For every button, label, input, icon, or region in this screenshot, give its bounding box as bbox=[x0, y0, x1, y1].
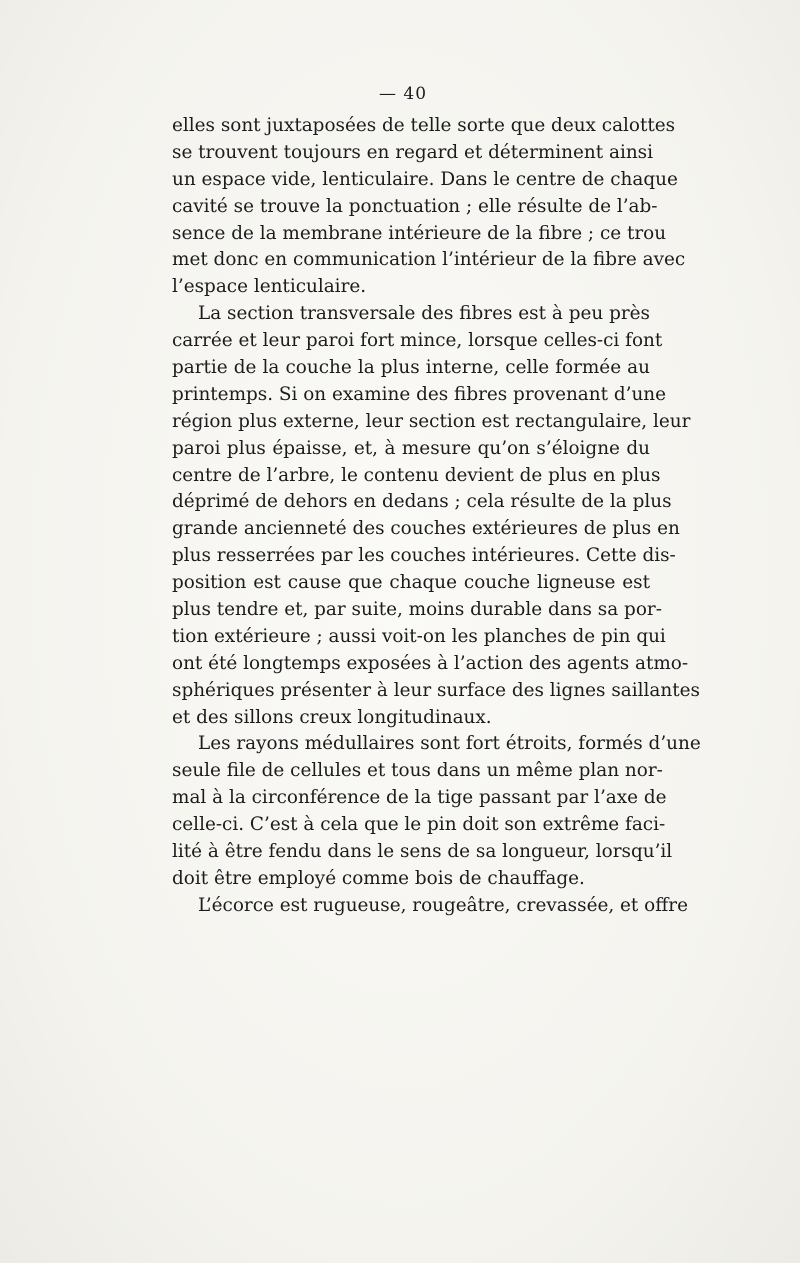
text-line: doit être employé comme bois de chauffage. bbox=[172, 867, 585, 889]
text-line: l’espace lenticulaire. bbox=[172, 276, 367, 298]
page-number: — 40 bbox=[379, 84, 428, 104]
text-line: met donc en communication l’intérieur de la fibre avec bbox=[172, 249, 686, 271]
text-line: Les rayons médullaires sont fort étroits, formés d’une bbox=[198, 733, 701, 755]
text-line: grande ancienneté des couches extérieures de plus en bbox=[172, 518, 680, 540]
text-line: un espace vide, lenticulaire. Dans le centre de chaque bbox=[172, 168, 678, 190]
text-line: déprimé de dehors en dedans ; cela résulte de la plus bbox=[172, 491, 672, 513]
text-line: cavité se trouve la ponctuation ; elle résulte de l’ab- bbox=[172, 195, 658, 217]
text-line: partie de la couche la plus interne, celle formée au bbox=[172, 357, 650, 379]
text-line: carrée et leur paroi fort mince, lorsque celles-ci font bbox=[172, 330, 663, 352]
text-line: position est cause que chaque couche ligneuse est bbox=[172, 572, 650, 594]
text-line: et des sillons creux longitudinaux. bbox=[172, 706, 492, 728]
text-line: seule file de cellules et tous dans un même plan nor- bbox=[172, 760, 663, 782]
text-line: lité à être fendu dans le sens de sa longueur, lorsqu’il bbox=[172, 841, 673, 863]
text-line: celle-ci. C’est à cela que le pin doit son extrême faci- bbox=[172, 814, 666, 836]
text-line: La section transversale des fibres est à peu près bbox=[198, 303, 650, 325]
text-line: plus resserrées par les couches intérieures. Cette dis- bbox=[172, 545, 676, 567]
text-line: plus tendre et, par suite, moins durable dans sa por- bbox=[172, 599, 662, 621]
text-line: elles sont juxtaposées de telle sorte que deux calottes bbox=[172, 115, 676, 136]
body-text bbox=[172, 113, 701, 920]
text-line: se trouvent toujours en regard et déterminent ainsi bbox=[172, 141, 653, 163]
text-line: printemps. Si on examine des fibres provenant d’une bbox=[172, 383, 667, 405]
text-line: ont été longtemps exposées à l’action des agents atmo- bbox=[172, 652, 689, 674]
text-line: sphériques présenter à leur surface des lignes saillantes bbox=[172, 679, 700, 701]
text-line: région plus externe, leur section est rectangulaire, leur bbox=[172, 410, 691, 432]
text-line: centre de l’arbre, le contenu devient de plus en plus bbox=[172, 464, 661, 486]
text-line: sence de la membrane intérieure de la fibre ; ce trou bbox=[172, 222, 667, 244]
text-line: tion extérieure ; aussi voit-on les planches de pin qui bbox=[172, 625, 666, 647]
text-line: paroi plus épaisse, et, à mesure qu’on s’éloigne du bbox=[172, 437, 650, 459]
text-line: L’écorce est rugueuse, rougeâtre, crevassée, et offre bbox=[198, 894, 688, 916]
text-line: mal à la circonférence de la tige passant par l’axe de bbox=[172, 787, 667, 809]
